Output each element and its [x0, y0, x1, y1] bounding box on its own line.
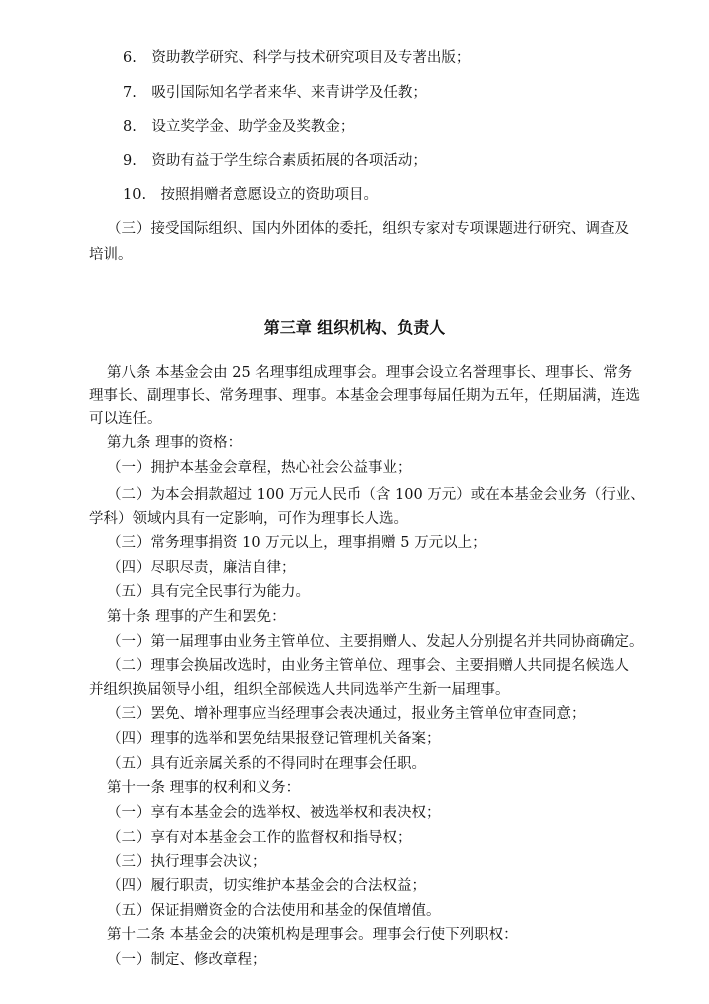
list-item: 10. 按照捐赠者意愿设立的资助项目。 — [123, 187, 379, 203]
paragraph-line: 第八条 本基金会由 25 名理事组成理事会。理事会设立名誉理事长、理事长、常务 — [107, 365, 633, 381]
paragraph-line: 理事长、副理事长、常务理事、理事。本基金会理事每届任期为五年，任期届满，连选 — [89, 388, 640, 404]
list-item: （一）第一届理事由业务主管单位、主要捐赠人、发起人分别提名并共同协商确定。 — [107, 634, 644, 650]
list-item: 9. 资助有益于学生综合素质拓展的各项活动； — [123, 153, 427, 169]
paragraph-line: 可以连任。 — [89, 411, 162, 427]
paragraph-line: （三）接受国际组织、国内外团体的委托，组织专家对专项课题进行研究、调查及 — [107, 221, 629, 237]
article-heading: 第九条 理事的资格： — [107, 435, 243, 451]
list-item: （一）享有本基金会的选举权、被选举权和表决权； — [107, 805, 441, 821]
list-item: 8. 设立奖学金、助学金及奖教金； — [123, 119, 355, 135]
list-item: （四）理事的选举和罢免结果报登记管理机关备案； — [107, 731, 441, 747]
list-item: 7. 吸引国际知名学者来华、来青讲学及任教； — [123, 85, 427, 101]
list-item: （二）享有对本基金会工作的监督权和指导权； — [107, 830, 412, 846]
list-item: （四）尽职尽责，廉洁自律； — [107, 560, 296, 576]
list-item: 6. 资助教学研究、科学与技术研究项目及专著出版； — [123, 50, 471, 66]
chapter-title: 第三章 组织机构、负责人 — [263, 318, 446, 337]
list-item: 并组织换届领导小组，组织全部候选人共同选举产生新一届理事。 — [89, 682, 510, 698]
list-item: （五）具有完全民事行为能力。 — [107, 584, 310, 600]
list-item: （二）理事会换届改选时，由业务主管单位、理事会、主要捐赠人共同提名候选人 — [107, 658, 629, 674]
list-item: （三）罢免、增补理事应当经理事会表决通过，报业务主管单位审查同意； — [107, 706, 586, 722]
list-item: （五）保证捐赠资金的合法使用和基金的保值增值。 — [107, 903, 441, 919]
paragraph-line: 培训。 — [89, 247, 133, 263]
article-heading: 第十一条 理事的权利和义务： — [107, 780, 301, 796]
list-item: （三）执行理事会决议； — [107, 854, 267, 870]
list-item: （四）履行职责，切实维护本基金会的合法权益； — [107, 878, 426, 894]
article-heading: 第十二条 本基金会的决策机构是理事会。理事会行使下列职权： — [107, 927, 518, 943]
article-heading: 第十条 理事的产生和罢免： — [107, 609, 286, 625]
list-item: （一）制定、修改章程； — [107, 952, 267, 968]
list-item: （二）为本会捐款超过 100 万元人民币（含 100 万元）或在本基金会业务（行业、 — [107, 487, 645, 503]
list-item: （五）具有近亲属关系的不得同时在理事会任职。 — [107, 756, 426, 772]
list-item: （一）拥护本基金会章程，热心社会公益事业； — [107, 460, 412, 476]
list-item: （三）常务理事捐资 10 万元以上，理事捐赠 5 万元以上； — [107, 535, 487, 551]
list-item: 学科）领域内具有一定影响，可作为理事长人选。 — [89, 511, 408, 527]
